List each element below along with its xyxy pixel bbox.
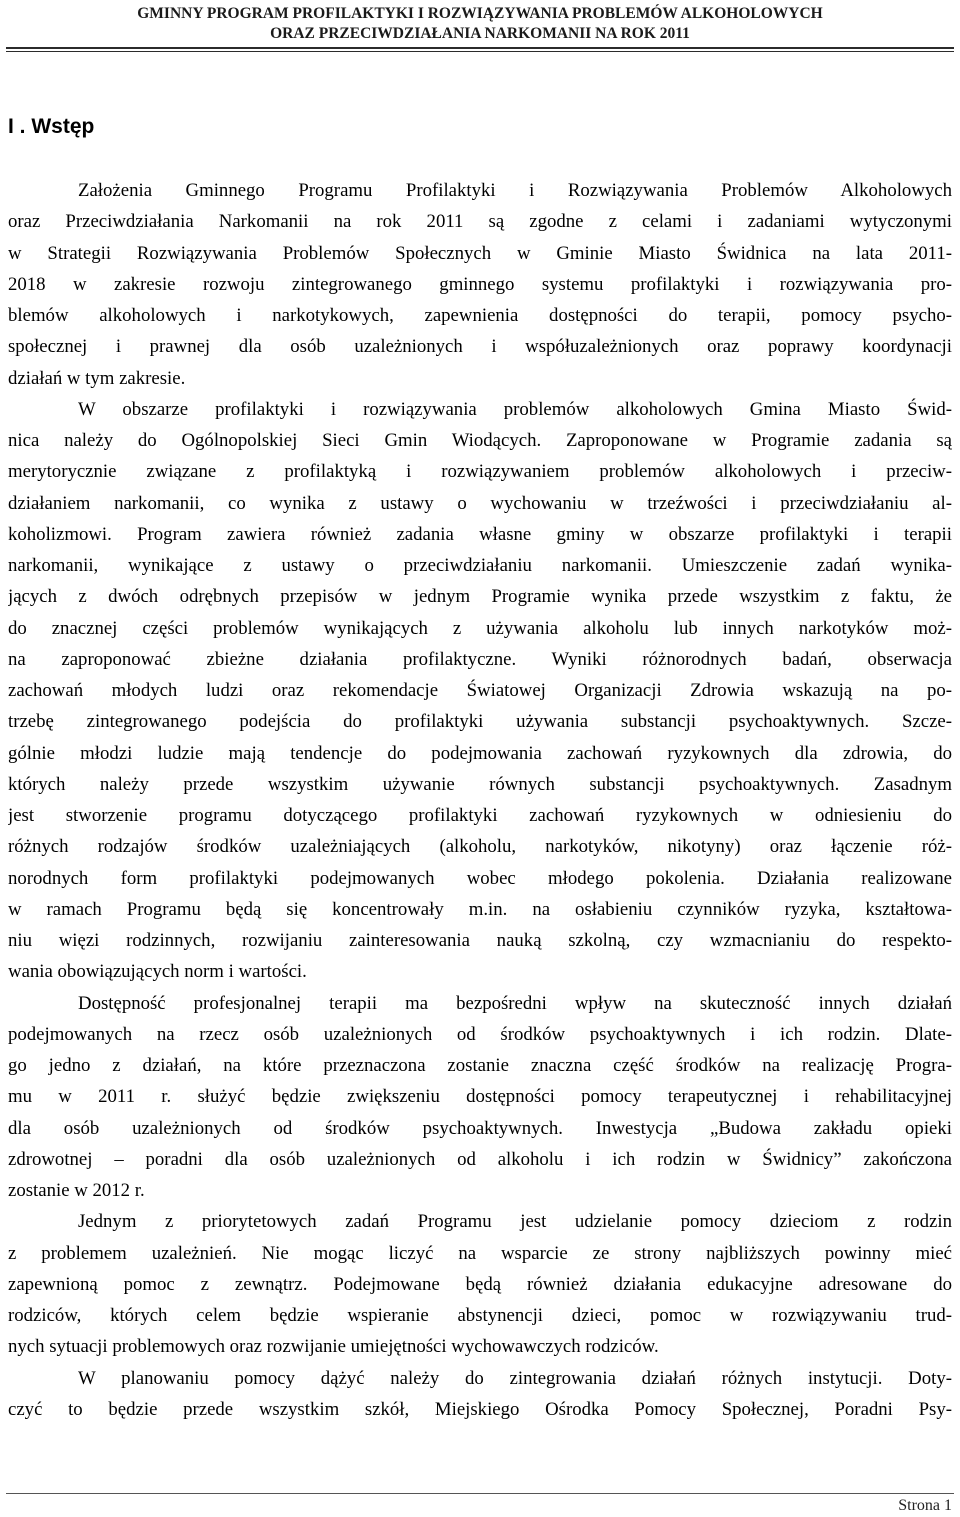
paragraph: [8, 1363, 952, 1426]
header-title-line-1: GMINNY PROGRAM PROFILAKTYKI I ROZWIĄZYWANIA PROBLEMÓW ALKOHOLOWYCH: [137, 5, 823, 22]
text-line: zdrowotnej – poradni dla osób uzależnionych od alkoholu i ich rodzin w Świdnicy” zakończona: [8, 1148, 952, 1170]
text-line: zostanie w 2012 r.: [8, 1180, 145, 1201]
text-line: podejmowanych na rzecz osób uzależnionych od środków psychoaktywnych i ich rodzin. Dlate-: [8, 1023, 952, 1045]
text-line: 2018 w zakresie rozwoju zintegrowanego gminnego systemu profilaktyki i rozwiązywania pro-: [8, 273, 952, 295]
section-heading: I . Wstęp: [8, 115, 95, 138]
text-line: do znacznej części problemów wynikających z używania alkoholu lub innych narkotyków moż-: [8, 617, 952, 639]
text-line: nych sytuacji problemowych oraz rozwijanie umiejętności wychowawczych rodziców.: [8, 1336, 659, 1358]
text-line: działań w tym zakresie.: [8, 367, 186, 389]
text-line: zapewnioną pomoc z zewnątrz. Podejmowane będą również działania edukacyjne adresowane do: [8, 1273, 952, 1295]
text-line: na zaproponować zbieżne działania profilaktyczne. Wyniki różnorodnych badań, obserwacja: [8, 648, 952, 670]
text-line: społecznej i prawnej dla osób uzależnionych i współuzależnionych oraz poprawy koordynacji: [8, 336, 952, 358]
text-line: mu w 2011 r. służyć będzie zwiększeniu dostępności pomocy terapeutycznej i rehabilitacyjnej: [8, 1086, 952, 1108]
paragraph: [8, 1206, 952, 1362]
text-line: W planowaniu pomocy dążyć należy do zintegrowania działań różnych instytucji. Doty-: [78, 1367, 952, 1389]
text-line: narkomanii, wynikające z ustawy o przeciwdziałaniu narkomanii. Umieszczenie zadań wynika-: [8, 555, 952, 576]
header-divider-thin: [6, 51, 954, 52]
document-body: [8, 175, 952, 1425]
text-line: z problemem uzależnień. Nie mogąc liczyć na wsparcie ze strony najbliższych powinny mieć: [8, 1242, 952, 1264]
text-line: Jednym z priorytetowych zadań Programu jest udzielanie pomocy dzieciom z rodzin: [78, 1211, 952, 1233]
header-title-line-2: ORAZ PRZECIWDZIAŁANIA NARKOMANII NA ROK 2011: [270, 25, 690, 42]
text-line: dla osób uzależnionych od środków psychoaktywnych. Inwestycja „Budowa zakładu opieki: [8, 1117, 952, 1139]
text-line: go jedno z działań, na które przeznaczona zostanie znaczna część środków na realizację Progra-: [8, 1055, 952, 1076]
page-number: Strona 1: [898, 1497, 952, 1514]
text-line: rodziców, których celem będzie wspieranie abstynencji dzieci, pomoc w rozwiązywaniu trud-: [8, 1305, 952, 1326]
text-line: gólnie młodzi ludzie mają tendencje do podejmowania zachowań ryzykownych dla zdrowia, do: [8, 742, 952, 764]
text-line: norodnych form profilaktyki podejmowanych wobec młodego pokolenia. Działania realizowane: [8, 867, 952, 889]
text-line: wania obowiązujących norm i wartości.: [8, 961, 307, 983]
text-line: niu więzi rodzinnych, rozwijaniu zainteresowania nauką szkolną, czy wzmacnianiu do respekto-: [8, 930, 952, 951]
text-line: w Strategii Rozwiązywania Problemów Społecznych w Gminie Miasto Świdnica na lata 2011-: [8, 242, 952, 264]
text-line: W obszarze profilaktyki i rozwiązywania problemów alkoholowych Gmina Miasto Świd-: [78, 398, 952, 420]
text-line: czyć to będzie przede wszystkim szkół, Miejskiego Ośrodka Pomocy Społecznej, Poradni Psy-: [8, 1398, 952, 1420]
paragraph: [8, 988, 952, 1207]
text-line: merytorycznie związane z profilaktyką i rozwiązywaniem problemów alkoholowych i przeciw-: [8, 461, 952, 483]
page-header: [0, 4, 960, 44]
text-line: których należy przede wszystkim używanie równych substancji psychoaktywnych. Zasadnym: [8, 773, 952, 795]
header-divider: [6, 47, 954, 49]
paragraph: [8, 394, 952, 988]
text-line: Dostępność profesjonalnej terapii ma bezpośredni wpływ na skuteczność innych działań: [78, 992, 952, 1014]
text-line: działaniem narkomanii, co wynika z ustawy o wychowaniu w trzeźwości i przeciwdziałaniu al-: [8, 492, 952, 514]
text-line: blemów alkoholowych i narkotykowych, zapewnienia dostępności do terapii, pomocy psycho-: [8, 305, 952, 326]
text-line: zachowań młodych ludzi oraz rekomendacje Światowej Organizacji Zdrowia wskazują na po-: [8, 680, 952, 701]
text-line: w ramach Programu będą się koncentrowały m.in. na osłabieniu czynników ryzyka, kształtowa-: [8, 898, 952, 920]
text-line: koholizmowi. Program zawiera również zadania własne gminy w obszarze profilaktyki i terapii: [8, 523, 952, 545]
footer-divider: [6, 1493, 954, 1494]
text-line: jących z dwóch odrębnych przepisów w jednym Programie wynika przede wszystkim z faktu, że: [8, 586, 952, 608]
paragraph: [8, 175, 952, 394]
text-line: nica należy do Ogólnopolskiej Sieci Gmin Wiodących. Zaproponowane w Programie zadania są: [8, 430, 952, 451]
text-line: różnych rodzajów środków uzależniających (alkoholu, narkotyków, nikotyny) oraz łączenie róż-: [8, 836, 952, 858]
text-line: oraz Przeciwdziałania Narkomanii na rok 2011 są zgodne z celami i zadaniami wytyczonymi: [8, 211, 952, 233]
text-line: trzebę zintegrowanego podejścia do profilaktyki używania substancji psychoaktywnych. Szcze-: [8, 711, 952, 733]
text-line: Założenia Gminnego Programu Profilaktyki i Rozwiązywania Problemów Alkoholowych: [78, 180, 952, 201]
text-line: jest stworzenie programu dotyczącego profilaktyki zachowań ryzykownych w odniesieniu do: [8, 805, 952, 826]
